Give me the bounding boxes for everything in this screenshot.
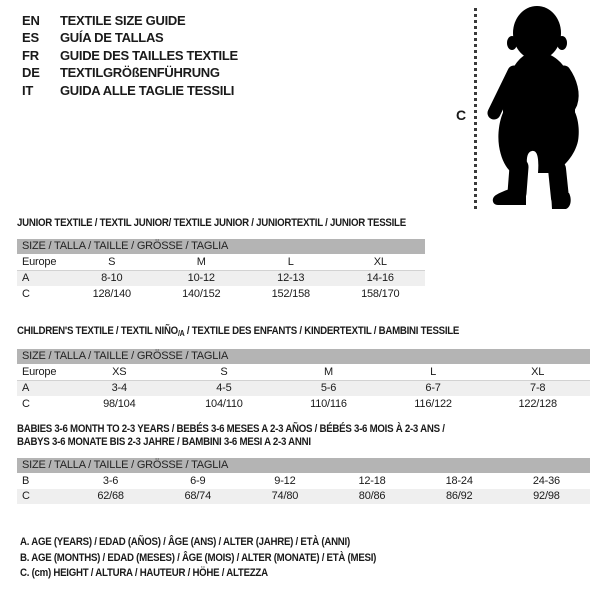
table-row [17,489,590,505]
children-size-table [17,364,590,412]
size-cell: XL [485,364,590,380]
size-cell: 6-9 [190,474,206,487]
size-cell: XL [336,254,426,270]
footnotes [20,535,425,582]
footnote-age-months [20,551,425,567]
size-cell: 24-36 [532,474,560,487]
table-row [17,286,425,302]
junior-section-title-text: JUNIOR TEXTILE / TEXTIL JUNIOR/ TEXTILE JUNIOR / JUNIORTEXTIL / JUNIOR TESSILE [17,217,406,229]
size-cell: 86/92 [416,489,503,505]
language-label: GUIDE DES TAILLES TEXTILE [60,47,238,63]
size-cell: 110/116 [310,397,347,410]
language-list [22,12,238,99]
table-row [17,396,590,412]
size-cell: 9-12 [274,474,296,487]
babies-section [17,423,590,504]
size-cell: 128/140 [92,287,131,300]
language-code: FR [22,47,39,63]
size-cell: 3-4 [67,380,172,396]
size-cell: 104/110 [205,397,243,410]
language-code: ES [22,30,39,46]
row-label: C [17,489,67,505]
children-table-wrap [17,349,590,412]
language-item [22,64,238,81]
size-cell: 74/80 [241,489,328,505]
size-cell: M [157,254,247,270]
size-cell: 12-18 [358,474,386,487]
children-section-title-text [17,325,459,340]
children-table-header: SIZE / TALLA / TAILLE / GRÖSSE / TAGLIA [17,349,590,364]
junior-section-title [17,217,425,230]
size-cell: 98/104 [103,397,136,410]
language-item [22,29,238,46]
height-measure-dotted-line [474,8,477,209]
size-cell: 140/152 [182,287,221,300]
junior-table-header: SIZE / TALLA / TAILLE / GRÖSSE / TAGLIA [17,239,425,254]
footnote-height-cm [20,566,425,582]
children-title-post: / TEXTILE DES ENFANTS / KINDERTEXTIL / BAMBINI TESSILE [184,325,460,337]
size-cell: M [276,364,381,380]
size-cell: 62/68 [67,489,154,505]
size-cell: XS [67,364,172,380]
junior-section [17,217,425,302]
table-row [17,380,590,396]
footnote-age-years-text: A. AGE (YEARS) / EDAD (AÑOS) / ÂGE (ANS) / ALTER (JAHRE) / ETÀ (ANNI) [20,536,350,548]
children-section [17,325,590,412]
children-section-title [17,325,590,340]
size-cell: 152/158 [271,287,310,300]
table-row [17,270,425,286]
baby-silhouette-icon [481,2,599,214]
language-label: GUÍA DE TALLAS [60,30,164,46]
row-label: B [22,474,30,487]
size-cell: L [381,364,486,380]
size-cell: 8-10 [67,270,157,286]
junior-size-table [17,254,425,302]
size-cell: 10-12 [157,270,247,286]
size-cell: 6-7 [381,380,486,396]
size-cell: S [67,254,157,270]
size-cell: 4-5 [172,380,277,396]
language-item [22,47,238,64]
language-code: EN [22,13,40,28]
babies-title-line1-text: BABIES 3-6 MONTH TO 2-3 YEARS / BEBÉS 3-6 MESES A 2-3 AÑOS / BÉBÉS 3-6 MOIS À 2-3 ANS / [17,423,445,435]
size-cell: 92/98 [503,489,590,505]
size-cell: S [172,364,277,380]
row-label: C [22,397,30,410]
language-code: IT [22,82,34,98]
children-title-pre: CHILDREN'S TEXTILE / TEXTIL NIÑO [17,325,178,337]
size-cell: 3-6 [102,474,119,487]
row-label: A [17,380,67,396]
footnote-height-cm-text: C. (cm) HEIGHT / ALTURA / HAUTEUR / HÖHE / ALTEZZA [20,567,268,579]
height-measure-label: C [456,107,466,123]
size-cell: 12-13 [246,270,336,286]
size-cell: 68/74 [154,489,241,505]
size-cell: 122/128 [518,397,557,410]
babies-section-title-line2 [17,436,590,449]
babies-table-header: SIZE / TALLA / TAILLE / GRÖSSE / TAGLIA [17,458,590,473]
language-label: GUIDA ALLE TAGLIE TESSILI [60,82,235,98]
junior-table-wrap [17,239,425,302]
language-label: TEXTILE SIZE GUIDE [60,13,186,28]
size-cell: 158/170 [361,287,400,300]
size-cell: 116/122 [414,397,452,410]
footnote-age-months-text: B. AGE (MONTHS) / EDAD (MESES) / ÂGE (MOIS) / ALTER (MONATE) / ETÀ (MESI) [20,551,377,564]
babies-size-table [17,473,590,504]
size-cell: 5-6 [276,380,381,396]
table-row [17,473,590,489]
row-label: Europe [17,254,67,270]
size-cell: 7-8 [485,380,590,396]
row-label: C [22,287,30,300]
language-item [22,82,238,99]
footnote-age-years [20,535,425,551]
babies-table-wrap [17,458,590,504]
children-title-sub: /A [177,329,185,338]
language-item [22,12,238,29]
language-label: TEXTILGRÖßENFÜHRUNG [60,65,220,81]
size-cell: 18-24 [445,474,473,487]
table-row [17,254,425,270]
babies-section-title-line1 [17,423,590,436]
size-cell: L [246,254,336,270]
language-code: DE [22,65,40,81]
row-label: Europe [17,364,67,380]
babies-title-line2-text: BABYS 3-6 MONATE BIS 2-3 JAHRE / BAMBINI 3-6 MESI A 2-3 ANNI [17,436,311,448]
table-row [17,364,590,380]
size-cell: 80/86 [328,489,415,505]
size-cell: 14-16 [336,270,426,286]
row-label: A [17,270,67,286]
